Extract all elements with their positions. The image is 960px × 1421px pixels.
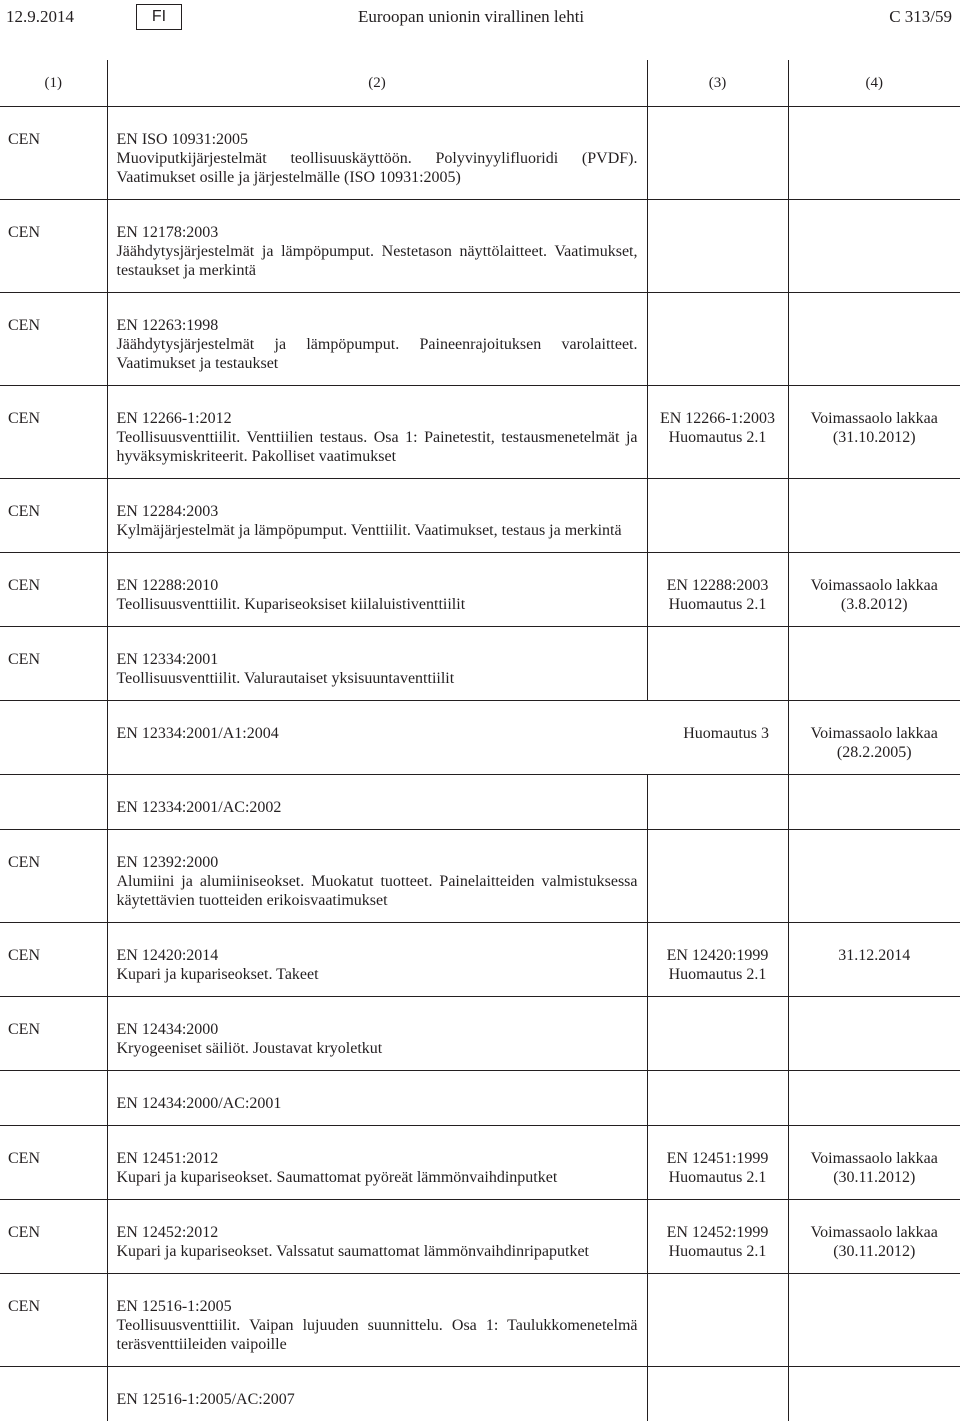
standard-code: EN 12451:2012 bbox=[117, 1149, 638, 1168]
superseded-note: Huomautus 2.1 bbox=[648, 965, 788, 984]
standard-title: Kupari ja kupariseokset. Valssatut saumattomat lämmönvaihdinripaputket bbox=[117, 1242, 638, 1261]
superseded-standard: EN 12266-1:2003 bbox=[648, 409, 788, 428]
standard-title: Kryogeeniset säiliöt. Joustavat kryoletkut bbox=[117, 1039, 638, 1058]
superseded-standard: EN 12452:1999 bbox=[648, 1223, 788, 1242]
superseded-standard: EN 12451:1999 bbox=[648, 1149, 788, 1168]
amendment-row bbox=[0, 1071, 960, 1126]
standard-code: EN 12452:2012 bbox=[117, 1223, 638, 1242]
amendment-code: EN 12334:2001/AC:2002 bbox=[117, 798, 638, 817]
table-row bbox=[0, 200, 960, 293]
superseded-cell bbox=[647, 923, 788, 997]
table-row bbox=[0, 1126, 960, 1200]
amendment-cell bbox=[107, 1071, 647, 1126]
superseded-cell bbox=[647, 107, 788, 200]
cessation-date-cell bbox=[788, 1200, 960, 1274]
organisation-cell: CEN bbox=[0, 923, 107, 997]
cessation-date-cell bbox=[788, 293, 960, 386]
amendment-row bbox=[0, 701, 960, 775]
column-header-3: (3) bbox=[647, 60, 788, 107]
standard-title: Muoviputkijärjestelmät teollisuuskäyttöön. Polyvinyylifluoridi (PVDF). Vaatimukset osille ja järjestelmälle (ISO 10931:2005) bbox=[117, 149, 638, 187]
table-row bbox=[0, 107, 960, 200]
standard-code: EN 12420:2014 bbox=[117, 946, 638, 965]
publication-date: 12.9.2014 bbox=[6, 7, 74, 27]
cessation-date-cell bbox=[788, 107, 960, 200]
cessation-date-cell bbox=[788, 200, 960, 293]
cessation-date-cell bbox=[788, 997, 960, 1071]
standard-code: EN 12178:2003 bbox=[117, 223, 638, 242]
amendment-note: Huomautus 3 bbox=[683, 724, 769, 743]
superseded-standard: EN 12288:2003 bbox=[648, 576, 788, 595]
organisation-cell: CEN bbox=[0, 830, 107, 923]
amendment-cell bbox=[107, 701, 647, 775]
standard-title: Alumiini ja alumiiniseokset. Muokatut tuotteet. Painelaitteiden valmistuksessa käytettävien tuotteiden erikoisvaatimukset bbox=[117, 872, 638, 910]
standard-title: Teollisuusventtiilit. Vaipan lujuuden suunnittelu. Osa 1: Taulukkomenetelmä teräsventtiileiden vaipoille bbox=[117, 1316, 638, 1354]
amendment-row bbox=[0, 1367, 960, 1421]
standard-title: Teollisuusventtiilit. Valurautaiset yksisuuntaventtiilit bbox=[117, 669, 638, 688]
cessation-date: Voimassaolo lakkaa bbox=[789, 1223, 960, 1242]
cessation-date: Voimassaolo lakkaa bbox=[789, 1149, 960, 1168]
standards-table bbox=[0, 60, 960, 1421]
cessation-date-value: (30.11.2012) bbox=[789, 1168, 960, 1187]
superseded-cell bbox=[647, 997, 788, 1071]
superseded-note: Huomautus 2.1 bbox=[648, 1168, 788, 1187]
standard-title: Kylmäjärjestelmät ja lämpöpumput. Venttiilit. Vaatimukset, testaus ja merkintä bbox=[117, 521, 638, 540]
superseded-standard: EN 12420:1999 bbox=[648, 946, 788, 965]
table-row bbox=[0, 830, 960, 923]
standard-cell bbox=[107, 627, 647, 701]
standard-title: Teollisuusventtiilit. Venttiilien testaus. Osa 1: Painetestit, testausmenetelmät ja hyväksymiskriteerit. Pakolliset vaatimukset bbox=[117, 428, 638, 466]
table-row bbox=[0, 923, 960, 997]
organisation-cell: CEN bbox=[0, 1200, 107, 1274]
organisation-cell: CEN bbox=[0, 997, 107, 1071]
standard-cell bbox=[107, 553, 647, 627]
standard-code: EN 12263:1998 bbox=[117, 316, 638, 335]
superseded-cell bbox=[647, 1274, 788, 1367]
table-row bbox=[0, 293, 960, 386]
standard-cell bbox=[107, 830, 647, 923]
superseded-cell bbox=[647, 1200, 788, 1274]
table-row bbox=[0, 997, 960, 1071]
standard-cell bbox=[107, 923, 647, 997]
standard-cell bbox=[107, 107, 647, 200]
standard-code: EN 12288:2010 bbox=[117, 576, 638, 595]
organisation-cell: CEN bbox=[0, 479, 107, 553]
standard-cell bbox=[107, 386, 647, 479]
standard-title: Jäähdytysjärjestelmät ja lämpöpumput. Paineenrajoituksen varolaitteet. Vaatimukset ja testaukset bbox=[117, 335, 638, 373]
standard-title: Teollisuusventtiilit. Kupariseoksiset kiilaluistiventtiilit bbox=[117, 595, 638, 614]
standard-cell bbox=[107, 293, 647, 386]
table-row bbox=[0, 479, 960, 553]
standard-cell bbox=[107, 1126, 647, 1200]
standard-code: EN 12266-1:2012 bbox=[117, 409, 638, 428]
cessation-date-cell bbox=[788, 923, 960, 997]
standard-title: Kupari ja kupariseokset. Saumattomat pyöreät lämmönvaihdinputket bbox=[117, 1168, 638, 1187]
cessation-date: 31.12.2014 bbox=[789, 946, 960, 965]
journal-title: Euroopan unionin virallinen lehti bbox=[358, 7, 584, 27]
standard-code: EN 12434:2000 bbox=[117, 1020, 638, 1039]
amendment-code: EN 12434:2000/AC:2001 bbox=[117, 1094, 638, 1113]
superseded-cell bbox=[647, 479, 788, 553]
page-reference: C 313/59 bbox=[889, 7, 952, 27]
organisation-cell: CEN bbox=[0, 200, 107, 293]
amendment-cell bbox=[107, 1367, 647, 1421]
organisation-cell: CEN bbox=[0, 107, 107, 200]
cessation-date-value: (31.10.2012) bbox=[789, 428, 960, 447]
table-row bbox=[0, 1200, 960, 1274]
standard-cell bbox=[107, 200, 647, 293]
cessation-date-value: (3.8.2012) bbox=[789, 595, 960, 614]
organisation-cell: CEN bbox=[0, 1126, 107, 1200]
column-header-2: (2) bbox=[107, 60, 647, 107]
standard-code: EN ISO 10931:2005 bbox=[117, 130, 638, 149]
standard-code: EN 12392:2000 bbox=[117, 853, 638, 872]
superseded-cell bbox=[647, 553, 788, 627]
superseded-cell bbox=[647, 1126, 788, 1200]
amendment-row bbox=[0, 775, 960, 830]
organisation-cell: CEN bbox=[0, 1274, 107, 1367]
organisation-cell: CEN bbox=[0, 627, 107, 701]
cessation-date-cell bbox=[788, 553, 960, 627]
standard-cell bbox=[107, 1200, 647, 1274]
language-code-box: FI bbox=[136, 4, 182, 30]
cessation-date-cell bbox=[788, 479, 960, 553]
column-header-1: (1) bbox=[0, 60, 107, 107]
superseded-cell bbox=[647, 200, 788, 293]
cessation-date-cell bbox=[788, 830, 960, 923]
cessation-date-cell bbox=[788, 1126, 960, 1200]
superseded-cell bbox=[647, 293, 788, 386]
column-header-row bbox=[0, 60, 960, 107]
standard-cell bbox=[107, 1274, 647, 1367]
table-row bbox=[0, 1274, 960, 1367]
standard-code: EN 12284:2003 bbox=[117, 502, 638, 521]
cessation-date: Voimassaolo lakkaa bbox=[789, 576, 960, 595]
amendment-cell bbox=[107, 775, 647, 830]
table-row bbox=[0, 627, 960, 701]
superseded-cell bbox=[647, 386, 788, 479]
standard-code: EN 12516-1:2005 bbox=[117, 1297, 638, 1316]
amendment-code: EN 12516-1:2005/AC:2007 bbox=[117, 1390, 638, 1409]
superseded-note: Huomautus 2.1 bbox=[648, 595, 788, 614]
amendment-date: Voimassaolo lakkaa bbox=[789, 724, 960, 743]
organisation-cell: CEN bbox=[0, 553, 107, 627]
amendment-code: EN 12334:2001/A1:2004 bbox=[117, 724, 639, 743]
cessation-date-cell bbox=[788, 386, 960, 479]
amendment-date-cell bbox=[788, 701, 960, 775]
organisation-cell: CEN bbox=[0, 293, 107, 386]
standard-cell bbox=[107, 997, 647, 1071]
cessation-date-cell bbox=[788, 627, 960, 701]
cessation-date-cell bbox=[788, 1274, 960, 1367]
table-row bbox=[0, 553, 960, 627]
superseded-note: Huomautus 2.1 bbox=[648, 428, 788, 447]
column-header-4: (4) bbox=[788, 60, 960, 107]
superseded-cell bbox=[647, 627, 788, 701]
superseded-note: Huomautus 2.1 bbox=[648, 1242, 788, 1261]
standard-title: Kupari ja kupariseokset. Takeet bbox=[117, 965, 638, 984]
organisation-cell: CEN bbox=[0, 386, 107, 479]
cessation-date: Voimassaolo lakkaa bbox=[789, 409, 960, 428]
cessation-date-value: (30.11.2012) bbox=[789, 1242, 960, 1261]
standard-title: Jäähdytysjärjestelmät ja lämpöpumput. Nestetason näyttölaitteet. Vaatimukset, testaukset ja merkintä bbox=[117, 242, 638, 280]
superseded-cell bbox=[647, 830, 788, 923]
page-header bbox=[0, 0, 960, 38]
amendment-date-value: (28.2.2005) bbox=[789, 743, 960, 762]
standard-cell bbox=[107, 479, 647, 553]
table-row bbox=[0, 386, 960, 479]
standard-code: EN 12334:2001 bbox=[117, 650, 638, 669]
